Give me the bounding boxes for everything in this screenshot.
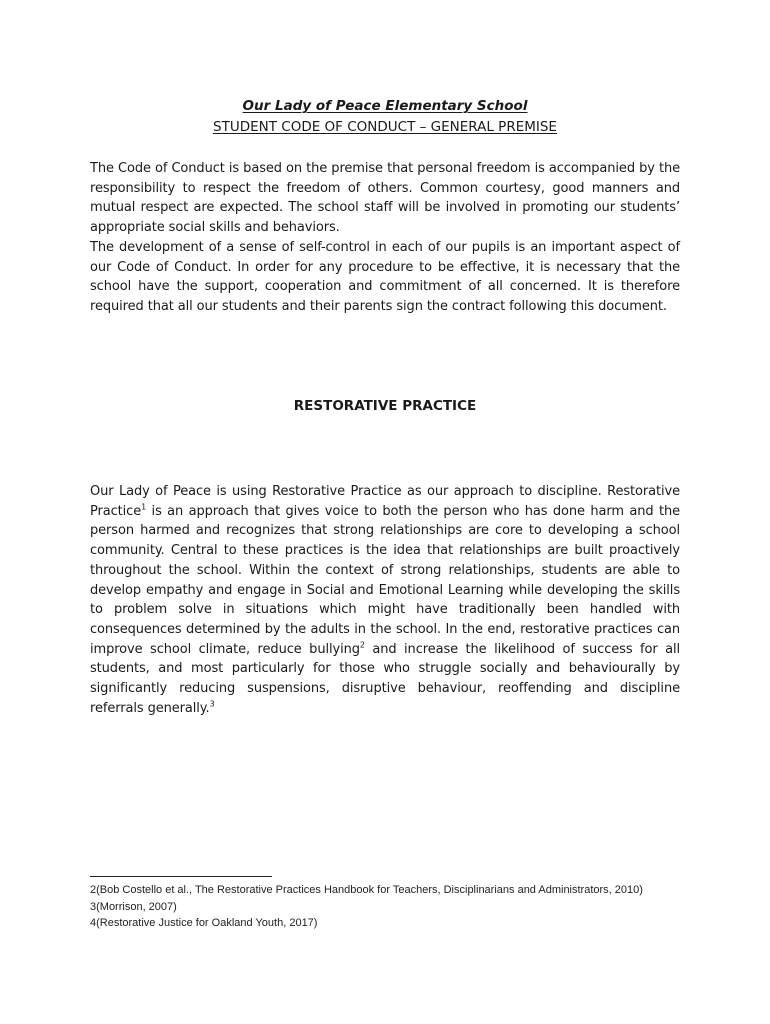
restorative-practice-heading: RESTORATIVE PRACTICE <box>293 398 477 414</box>
document-subtitle: STUDENT CODE OF CONDUCT – GENERAL PREMISE <box>213 119 557 135</box>
restorative-text-part-3: and increase the likelihood of success for all students, and most particularly for those who struggle socially and behaviourally by significantly reducing suspensions, disruptive behaviour, reoffending and discipline referrals generally. <box>90 641 680 716</box>
footnote-separator <box>90 876 272 877</box>
premise-paragraph-2: The development of a sense of self-control in each of our pupils is an important aspect of our Code of Conduct. In order for any procedure to be effective, it is necessary that the school have the support, cooperation and commitment of all concerned. It is therefore required that all our students and their parents sign the contract following this document. <box>90 240 680 315</box>
premise-paragraph-1: The Code of Conduct is based on the premise that personal freedom is accompanied by the responsibility to respect the freedom of others. Common courtesy, good manners and mutual respect are expected. The school staff will be involved in promoting our students’ appropriate social skills and behaviors. <box>90 161 680 236</box>
footnotes <box>90 882 710 932</box>
restorative-practice-paragraph <box>90 482 680 718</box>
document-header <box>90 96 680 138</box>
footnote-ref-2: 2 <box>359 640 365 650</box>
footnote-ref-3: 3 <box>209 699 215 709</box>
restorative-text-part-1: Our Lady of Peace is using Restorative Practice as our approach to discipline. Restorative Practice <box>90 484 680 519</box>
school-title: Our Lady of Peace Elementary School <box>242 98 528 114</box>
footnote-ref-1: 1 <box>141 502 147 512</box>
footnote-item: 2(Bob Costello et al., The Restorative Practices Handbook for Teachers, Disciplinarians and Administrators, 2010) <box>90 884 643 896</box>
footnote-item: 4(Restorative Justice for Oakland Youth, 2017) <box>90 917 318 929</box>
footnote-item: 3(Morrison, 2007) <box>90 900 177 913</box>
restorative-text-part-2: is an approach that gives voice to both the person who has done harm and the person harmed and recognizes that strong relationships are core to developing a school community. Central to these practices is the idea that relationships are built proactively throughout the school. Within the context of strong relationships, students are able to develop empathy and engage in Social and Emotional Learning while developing the skills to problem solve in situations which might have traditionally been handled with consequences determined by the adults in the school. In the end, restorative practices can improve school climate, reduce bullying <box>90 503 680 657</box>
